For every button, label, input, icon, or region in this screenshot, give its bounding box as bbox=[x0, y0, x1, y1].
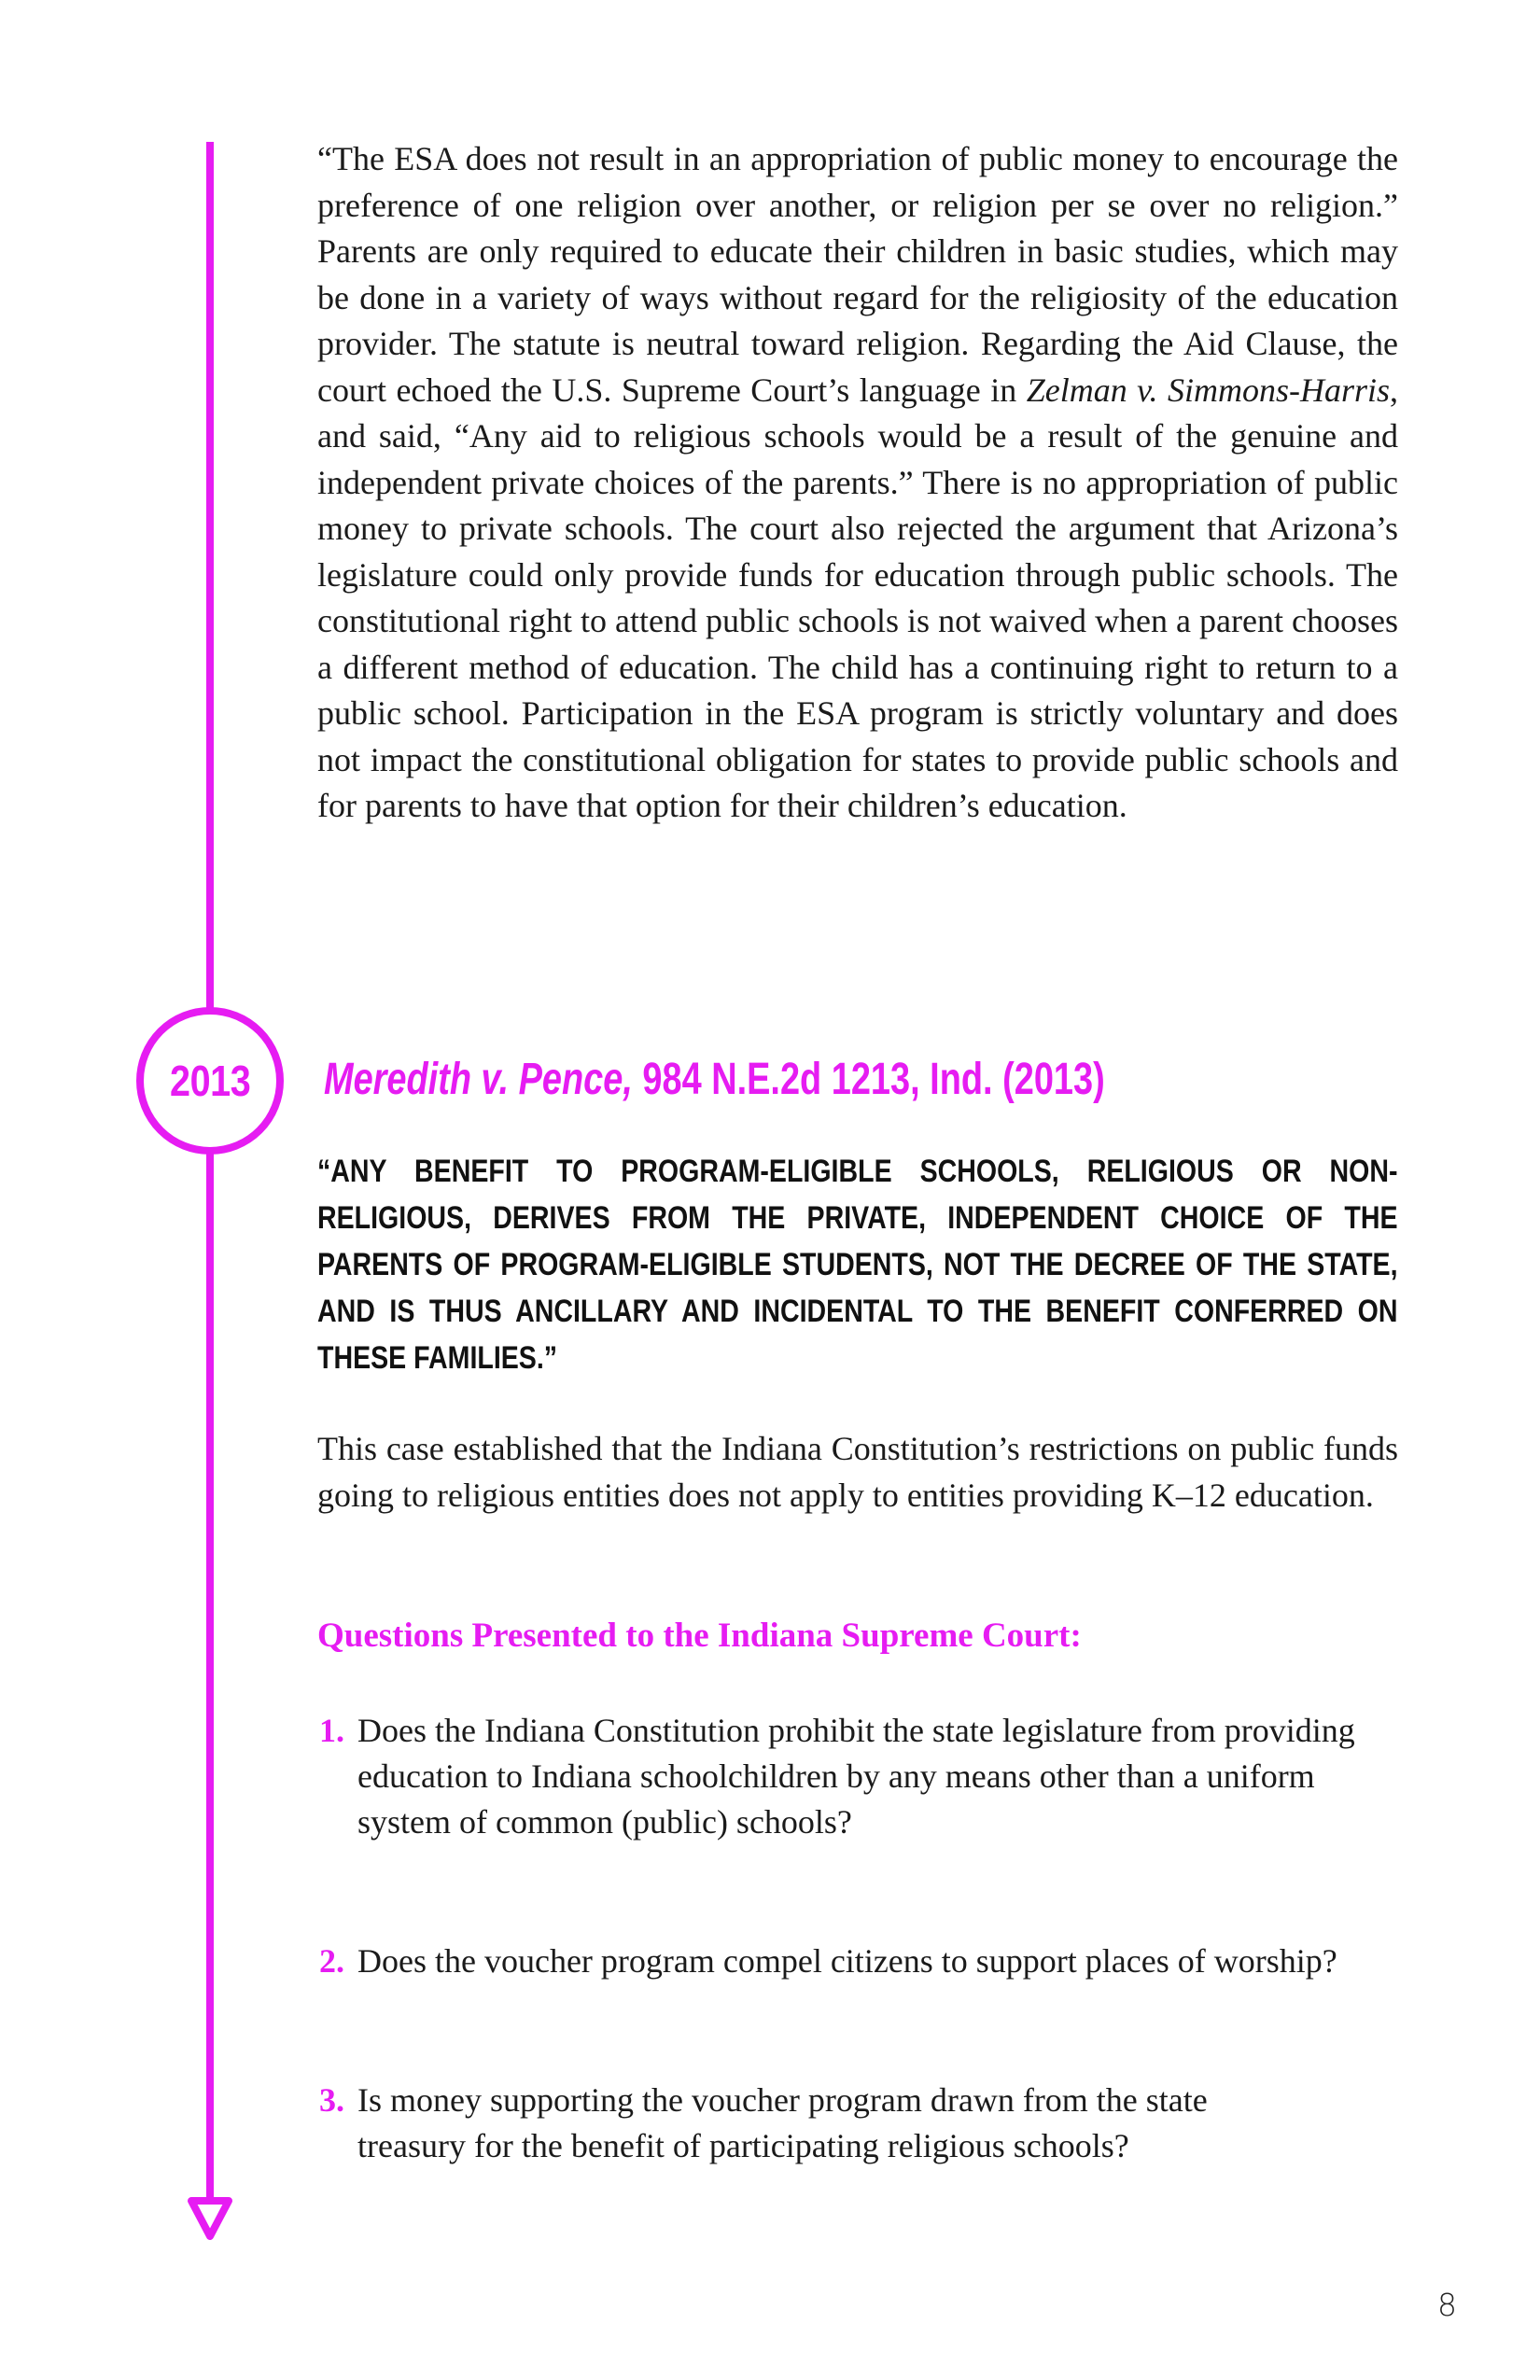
case-name: Meredith v. Pence, bbox=[324, 1055, 633, 1104]
case-citation: 984 N.E.2d 1213, Ind. (2013) bbox=[632, 1055, 1105, 1104]
down-arrow-icon bbox=[186, 2195, 234, 2244]
question-item-3 bbox=[319, 2078, 1290, 2169]
question-number: 2. bbox=[319, 1942, 344, 1980]
page-number: 8 bbox=[1437, 2287, 1457, 2323]
question-item-1 bbox=[319, 1708, 1365, 1845]
pull-quote: “ANY BENEFIT TO PROGRAM-ELIGIBLE SCHOOLS, RELIGIOUS OR NON-RELIGIOUS, DERIVES FROM THE PRIVATE, INDEPENDENT CHOICE OF THE PARENTS OF PROGRAM-ELIGIBLE STUDENTS, NOT THE DECREE OF THE STATE, AND IS THUS ANCILLARY AND INCIDENTAL TO THE BENEFIT CONFERRED ON THESE FAMILIES.” bbox=[317, 1154, 1398, 1376]
timeline-line-upper bbox=[206, 142, 214, 1010]
milestone-year: 2013 bbox=[169, 1057, 251, 1105]
case-heading bbox=[324, 1052, 1253, 1108]
question-text: Does the Indiana Constitution prohibit the state legislature from providing education to Indiana schoolchildren by any means other than a uniform system of common (public) schools? bbox=[357, 1712, 1355, 1841]
milestone-circle bbox=[136, 1007, 284, 1155]
case-summary bbox=[317, 1426, 1398, 1519]
intro-paragraph bbox=[317, 136, 1398, 830]
question-item-2 bbox=[319, 1939, 1365, 1984]
question-text: Is money supporting the voucher program drawn from the state treasury for the benefit of participating religious schools? bbox=[357, 2081, 1208, 2164]
case-summary-text: This case established that the Indiana Constitution’s restrictions on public funds going to religious entities does not apply to entities providing K–12 education. bbox=[317, 1430, 1398, 1514]
timeline-line-lower bbox=[206, 1153, 214, 2200]
question-number: 1. bbox=[319, 1712, 344, 1749]
pull-quote-container bbox=[317, 1148, 1398, 1381]
questions-heading: Questions Presented to the Indiana Supreme Court: bbox=[317, 1617, 1082, 1655]
question-text: Does the voucher program compel citizens to support places of worship? bbox=[357, 1942, 1337, 1980]
intro-text-before: “The ESA does not result in an appropriation of public money to encourage the preference of one religion over another, or religion per se over no religion.” Parents are only required to educate their children in basic studies, which may be done in a variety of ways without regard for the religiosity of the education provider. The statute is neutral toward religion. Regarding the Aid Clause, the court echoed the U.S. Supreme Court’s language in bbox=[317, 140, 1398, 409]
question-number: 3. bbox=[319, 2081, 344, 2119]
cited-case-name: Zelman v. Simmons-Harris bbox=[1026, 371, 1391, 409]
intro-text-after: , and said, “Any aid to religious schools would be a result of the genuine and independent private choices of the parents.” There is no appropriation of public money to private schools. The court also rejected the argument that Arizona’s legislature could only provide funds for education through public schools. The constitutional right to attend public schools is not waived when a parent chooses a different method of education. The child has a continuing right to return to a public school. Participation in the ESA program is strictly voluntary and does not impact the constitutional obligation for states to provide public schools and for parents to have that option for their children’s education. bbox=[317, 371, 1399, 824]
